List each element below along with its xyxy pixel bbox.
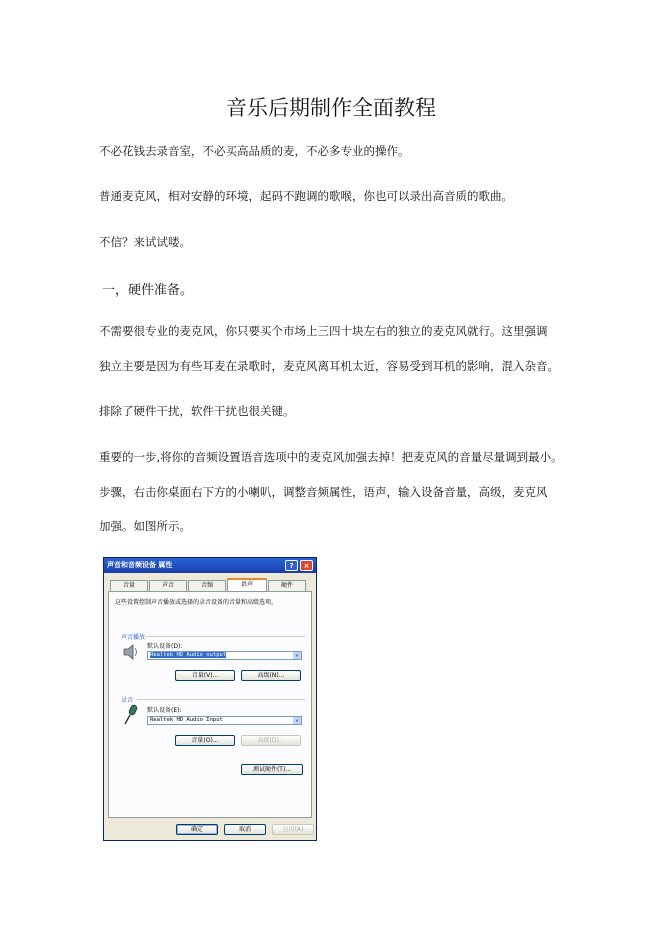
- playback-default-label: 默认设备(D):: [147, 643, 183, 650]
- paragraph-intro: 不必花钱去录音室，不必买高品质的麦，不必多专业的操作。: [99, 144, 410, 158]
- tab-volume[interactable]: 音量: [110, 580, 148, 591]
- sound-properties-dialog-screenshot: [103, 557, 317, 841]
- playback-volume-button[interactable]: 音量(V)...: [175, 670, 235, 681]
- chevron-down-icon: ▼: [293, 652, 301, 659]
- help-button[interactable]: ?: [285, 560, 298, 571]
- paragraph-steps-line2: 加强。如图所示。: [99, 519, 191, 533]
- paragraph-steps-line1: 步骤，右击你桌面右下方的小喇叭，调整音频属性，语声，输入设备音量，高级，麦克风: [99, 485, 548, 499]
- record-device-select[interactable]: [147, 716, 302, 725]
- tab-audio[interactable]: 音频: [188, 580, 226, 591]
- speaker-icon: [121, 642, 141, 662]
- dialog-tabs: [108, 579, 312, 591]
- tab-voice[interactable]: 语声: [227, 578, 267, 591]
- apply-button: 应用(A): [272, 824, 314, 835]
- microphone-icon: [121, 704, 141, 726]
- playback-group-label: 声音播放: [121, 634, 146, 641]
- dialog-titlebar: [104, 558, 316, 573]
- record-group-divider: [137, 699, 305, 700]
- tab-sounds[interactable]: 声音: [149, 580, 187, 591]
- chevron-down-icon: ▼: [293, 717, 301, 724]
- voice-tab-panel: [108, 591, 312, 818]
- record-device-value: Realtek HD Audio Input: [150, 717, 223, 723]
- playback-advanced-button[interactable]: 高级(N)...: [241, 670, 301, 681]
- paragraph-equipment: 普通麦克风，相对安静的环境，起码不跑调的歌喉，你也可以录出高音质的歌曲。: [99, 189, 513, 203]
- section-heading-hardware: 一，硬件准备。: [102, 283, 194, 298]
- tab-hardware[interactable]: 硬件: [268, 580, 306, 591]
- record-group-label: 录音: [121, 697, 134, 704]
- paragraph-software: 排除了硬件干扰，软件干扰也很关键。: [99, 404, 295, 418]
- paragraph-important: 重要的一步,将你的音频设置语音选项中的麦克风加强去掉！把麦克风的音量尽量调到最小。: [99, 450, 563, 464]
- playback-device-select[interactable]: [147, 651, 302, 660]
- record-advanced-button: 高级(D)...: [241, 735, 301, 746]
- dialog-title: 声音和音频设备 属性: [107, 561, 173, 569]
- record-volume-button[interactable]: 音量(O)...: [175, 735, 235, 746]
- playback-device-value: Realtek HD Audio output: [150, 652, 227, 658]
- ok-button[interactable]: 确定: [176, 824, 218, 835]
- record-default-label: 默认设备(E):: [147, 707, 182, 714]
- panel-description: 这些设置控制声音播放或选择的录音设备的音量和高级选项。: [115, 599, 278, 606]
- paragraph-mic-line2: 独立主要是因为有些耳麦在录歌时，麦克风离耳机太近，容易受到耳机的影响，混入杂音。: [99, 359, 559, 373]
- document-title: 音乐后期制作全面教程: [226, 96, 436, 120]
- close-button[interactable]: ×: [300, 560, 313, 571]
- playback-group-divider: [145, 636, 305, 637]
- paragraph-try: 不信？来试试喽。: [99, 235, 191, 249]
- test-hardware-button[interactable]: 测试硬件(T)...: [241, 764, 303, 775]
- cancel-button[interactable]: 取消: [224, 824, 266, 835]
- paragraph-mic-line1: 不需要很专业的麦克风，你只要买个市场上三四十块左右的独立的麦克风就行。这里强调: [99, 324, 548, 338]
